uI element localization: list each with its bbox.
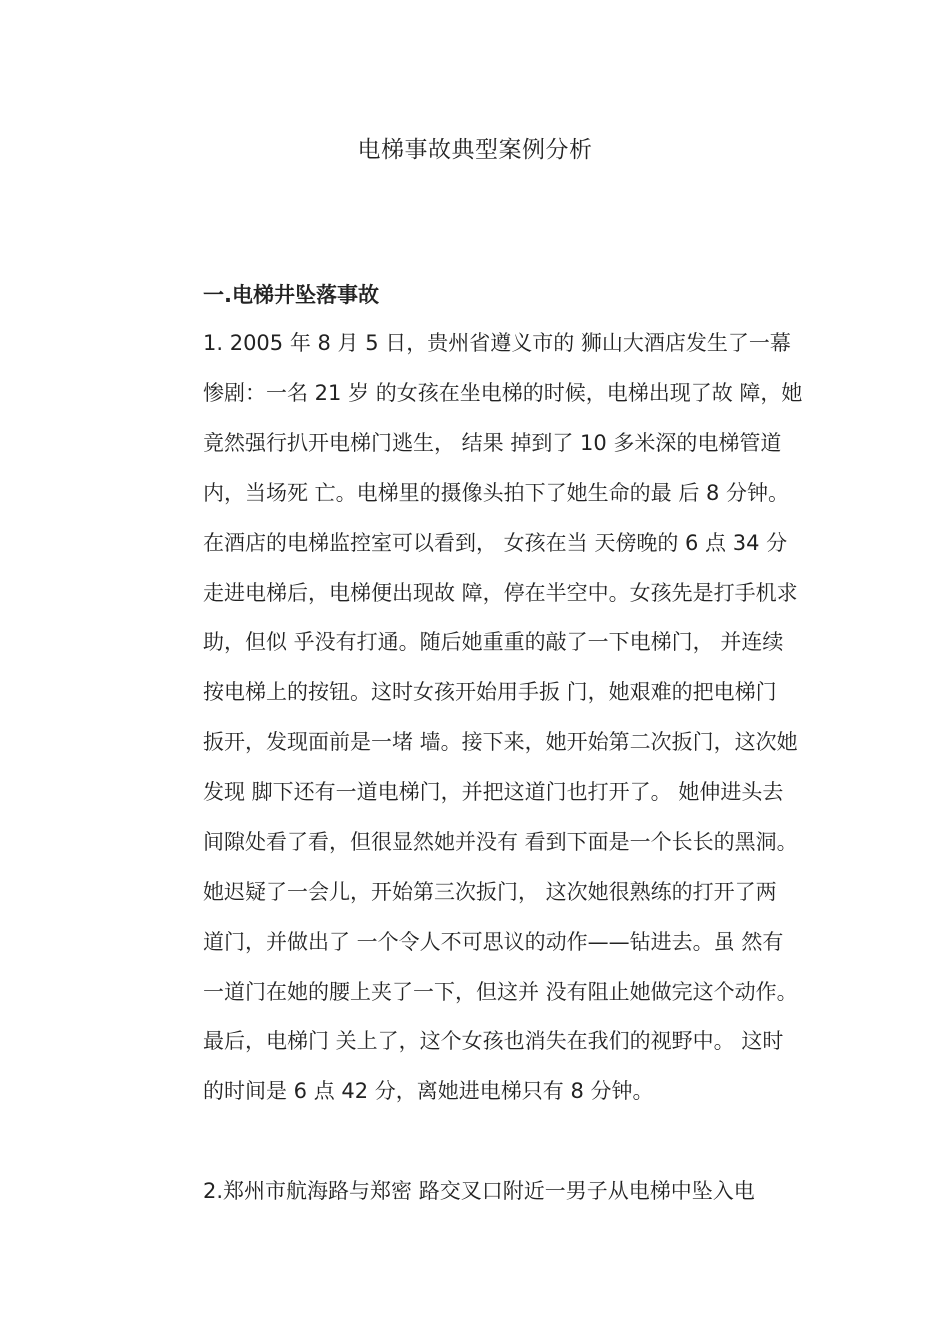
paragraph-1-line: 助，但似 乎没有打通。随后她重重的敲了一下电梯门， 并连续	[203, 630, 784, 654]
paragraph-1-line: 发现 脚下还有一道电梯门，并把这道门也打开了。 她伸进头去	[203, 780, 784, 804]
paragraph-1-line: 她迟疑了一会儿，开始第三次扳门， 这次她很熟练的打开了两	[203, 880, 777, 904]
paragraph-1-line: 竟然强行扒开电梯门逃生， 结果 掉到了 10 多米深的电梯管道	[203, 431, 782, 455]
section-heading: 一.电梯井坠落事故	[203, 283, 379, 307]
paragraph-2-line: 2.郑州市航海路与郑密 路交叉口附近一男子从电梯中坠入电	[203, 1179, 755, 1203]
paragraph-1-line: 的时间是 6 点 42 分，离她进电梯只有 8 分钟。	[203, 1079, 654, 1103]
paragraph-1-line: 道门，并做出了 一个令人不可思议的动作——钻进去。虽 然有	[203, 930, 784, 954]
paragraph-1-line: 最后，电梯门 关上了，这个女孩也消失在我们的视野中。 这时	[203, 1029, 784, 1053]
paragraph-1-line: 在酒店的电梯监控室可以看到， 女孩在当 天傍晚的 6 点 34 分	[203, 531, 788, 555]
paragraph-1-line: 扳开，发现面前是一堵 墙。接下来，她开始第二次扳门，这次她	[203, 730, 798, 754]
paragraph-1-line: 间隙处看了看，但很显然她并没有 看到下面是一个长长的黑洞。	[203, 830, 798, 854]
paragraph-1-line: 1. 2005 年 8 月 5 日，贵州省遵义市的 狮山大酒店发生了一幕	[203, 331, 791, 355]
document-title: 电梯事故典型案例分析	[357, 137, 593, 163]
paragraph-1-line: 惨剧：一名 21 岁 的女孩在坐电梯的时候，电梯出现了故 障，她	[203, 381, 803, 405]
paragraph-1-line: 一道门在她的腰上夹了一下，但这并 没有阻止她做完这个动作。	[203, 980, 798, 1004]
paragraph-1-line: 按电梯上的按钮。这时女孩开始用手扳 门，她艰难的把电梯门	[203, 680, 777, 704]
paragraph-1-line: 走进电梯后，电梯便出现故 障，停在半空中。女孩先是打手机求	[203, 581, 798, 605]
paragraph-1-line: 内，当场死 亡。电梯里的摄像头拍下了她生命的最 后 8 分钟。	[203, 481, 790, 505]
